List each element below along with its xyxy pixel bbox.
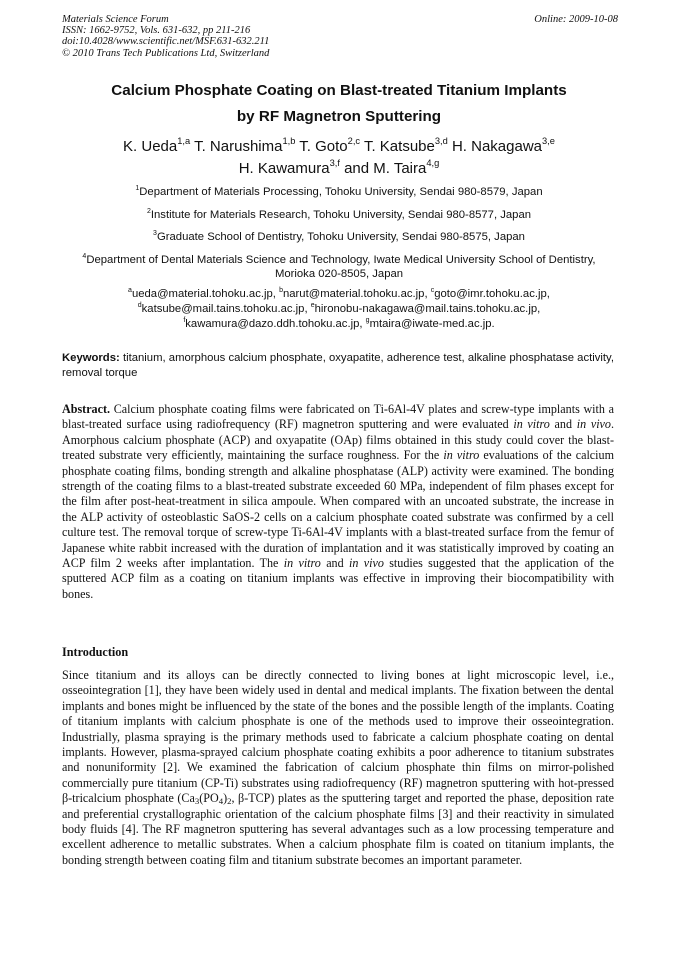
affiliation-text: Department of Materials Processing, Tohoku University, Sendai 980-8579, Japan <box>139 186 543 198</box>
affiliation <box>70 253 608 282</box>
journal-doi: doi:10.4028/www.scientific.net/MSF.631-632.211 <box>62 36 270 48</box>
email-address: hironobu-nakagawa@mail.tains.tohoku.ac.jp, <box>314 303 541 315</box>
email-sup: g <box>365 316 370 324</box>
author-sup: 1,b <box>282 136 296 147</box>
author-name: T. Narushima <box>194 138 283 155</box>
affiliation <box>70 185 608 200</box>
email-sup: a <box>128 286 132 294</box>
affiliation-number: 4 <box>82 252 87 260</box>
abstract-text <box>62 402 614 601</box>
affiliation-number: 3 <box>153 229 157 237</box>
authors-line-1 <box>40 136 638 158</box>
email-sup: c <box>430 286 435 294</box>
email-sup: b <box>279 286 283 294</box>
author-sup: 4,g <box>426 158 440 169</box>
abstract-segment: and <box>320 556 349 571</box>
title-line-1: Calcium Phosphate Coating on Blast-treated Titanium Implants <box>111 82 567 99</box>
email-address: ueda@material.tohoku.ac.jp, <box>131 288 276 300</box>
subscript: 3 <box>194 796 200 807</box>
affiliation-text: Institute for Materials Research, Tohoku University, Sendai 980-8577, Japan <box>150 208 532 221</box>
author-sup: 3,e <box>542 136 555 147</box>
email-address: kawamura@dazo.ddh.tohoku.ac.jp, <box>185 318 363 330</box>
abstract-segment-italic: in vitro <box>443 448 480 463</box>
author-sup: 3,d <box>434 136 448 147</box>
abstract-segment-italic: in vivo <box>349 556 384 571</box>
intro-text: , β-TCP) plates as the sputtering target and reported the phase, deposition rate and preferential crystallographic orientation of the calcium phosphate films [3] and their reactivity in simulated body fluids [4]. The RF magnetron sputtering has several advantages such as a low processing temperature and excellent adherence to metallic substrates. When a calcium phosphate film is coated on titanium implants, the bonding strength between coating film and titanium substrate becomes an important parameter. <box>62 791 615 867</box>
author-sup: 3,f <box>329 158 340 169</box>
author-list <box>40 136 638 180</box>
author-name: K. Ueda <box>123 138 178 155</box>
introduction-heading: Introduction <box>62 645 129 659</box>
author-sup: 1,a <box>177 136 191 147</box>
title-line-2: by RF Magnetron Sputtering <box>236 108 442 125</box>
abstract-segment: studies suggested that the application of the sputtered ACP film as a coating on titanium implants was effective in improving their biocompatibility with bones. <box>62 556 614 601</box>
email-list <box>70 287 608 332</box>
affiliation-text: Department of Dental Materials Science and Technology, Iwate Medical University School of Dentistry, Morioka 020-8505, Japan <box>86 253 596 280</box>
abstract-segment: and <box>549 417 577 432</box>
email-address: goto@imr.tohoku.ac.jp, <box>434 288 550 300</box>
abstract-segment-italic: in vitro <box>283 556 321 571</box>
intro-text: ) <box>223 791 228 806</box>
author-name: H. Kawamura <box>238 160 330 177</box>
email-sup: e <box>310 301 315 309</box>
affiliation-number: 2 <box>146 207 151 215</box>
author-and: and <box>344 160 370 177</box>
author-name: H. Nakagawa <box>451 138 543 155</box>
affiliation <box>70 230 608 245</box>
email-line-1 <box>70 287 608 302</box>
abstract <box>62 402 614 602</box>
journal-name: Materials Science Forum <box>62 14 169 25</box>
abstract-segment: Calcium phosphate coating films were fabricated on Ti-6Al-4V plates and screw-type implants with a blast-treated surface using radiofrequency (RF) magnetron sputtering and were evaluated <box>62 402 614 432</box>
email-sup: d <box>137 301 142 309</box>
introduction-body <box>62 668 614 868</box>
author-name: T. Goto <box>299 138 348 155</box>
intro-text: Since titanium and its alloys can be directly connected to living bones at light microscopic level, i.e., osseointegration [1], they have been widely used in dental and medical implants. The fixation between the dental implants and bones might be influenced by the state of the bones and the possible length of the implants. Coating of titanium implants with calcium phosphate is one of the methods used to improve their osseointegration. Industrially, plasma spraying is the primary methods used to fabricate a calcium phosphate coating on dental implants. However, plasma-sprayed calcium phosphate coating exhibits a poor adherence to titanium substrates and nonuniformity [2]. We examined the fabrication of calcium phosphate thin films on mirror-polished commercially pure titanium (CP-Ti) substrates using radiofrequency (RF) magnetron sputtering with hot-pressed β-tricalcium phosphate (Ca <box>62 668 614 806</box>
abstract-segment-italic: in vitro <box>513 417 550 432</box>
keywords-label: Keywords: <box>62 352 120 364</box>
online-date: Online: 2009-10-08 <box>534 14 618 25</box>
author-sup: 2,c <box>347 136 361 147</box>
affiliation-list <box>70 185 608 291</box>
abstract-segment: . Amorphous calcium phosphate (ACP) and oxyapatite (OAp) films obtained in this study could cover the blast-treated substrate very efficiently, maintaining the surface roughness. For the <box>62 417 615 463</box>
journal-copyright: © 2010 Trans Tech Publications Ltd, Switzerland <box>62 47 270 59</box>
author-name: M. Taira <box>373 160 427 177</box>
email-sup: f <box>183 316 186 324</box>
email-line-2 <box>70 302 608 317</box>
journal-header <box>62 14 618 59</box>
email-line-3 <box>70 317 608 332</box>
paper-title <box>40 78 638 130</box>
keywords <box>62 351 614 380</box>
affiliation-number: 1 <box>135 184 140 192</box>
subscript: 2 <box>227 796 232 807</box>
email-address: mtaira@iwate-med.ac.jp. <box>369 318 495 330</box>
abstract-segment: evaluations of the calcium phosphate coating films, bonding strength and alkaline phosphatase (ALP) activity were examined. The bonding strength of the coating films to a blast-treated substrate exceeded 60 MPa, independent of film phases except for the film after post-heat-treatment in silica ampoule. When compared with an uncoated substrate, the increase in the ALP activity of osteoblastic SaOS-2 cells on a calcium phosphate coated substrate was confirmed by a cell culture test. The removal torque of screw-type Ti-6Al-4V implants with a blast-treated surface from the femur of Japanese white rabbit increased with the duration of implantation and it was statistically improved by coating an ACP film 2 weeks after implantation. The <box>62 448 614 571</box>
abstract-label: Abstract. <box>62 402 111 416</box>
authors-line-2 <box>40 158 638 180</box>
affiliation-text: Graduate School of Dentistry, Tohoku University, Sendai 980-8575, Japan <box>156 231 525 243</box>
intro-text: (PO <box>199 791 219 806</box>
author-name: T. Katsube <box>363 138 435 155</box>
abstract-segment-italic: in vivo <box>576 417 611 432</box>
keywords-text: titanium, amorphous calcium phosphate, oxyapatite, adherence test, alkaline phosphatase activity, removal torque <box>62 352 614 379</box>
journal-issn: ISSN: 1662-9752, Vols. 631-632, pp 211-216 <box>62 25 251 37</box>
affiliation <box>70 208 608 223</box>
subscript: 4 <box>218 796 224 807</box>
email-address: narut@material.tohoku.ac.jp, <box>282 288 428 300</box>
email-address: katsube@mail.tains.tohoku.ac.jp, <box>141 303 308 315</box>
